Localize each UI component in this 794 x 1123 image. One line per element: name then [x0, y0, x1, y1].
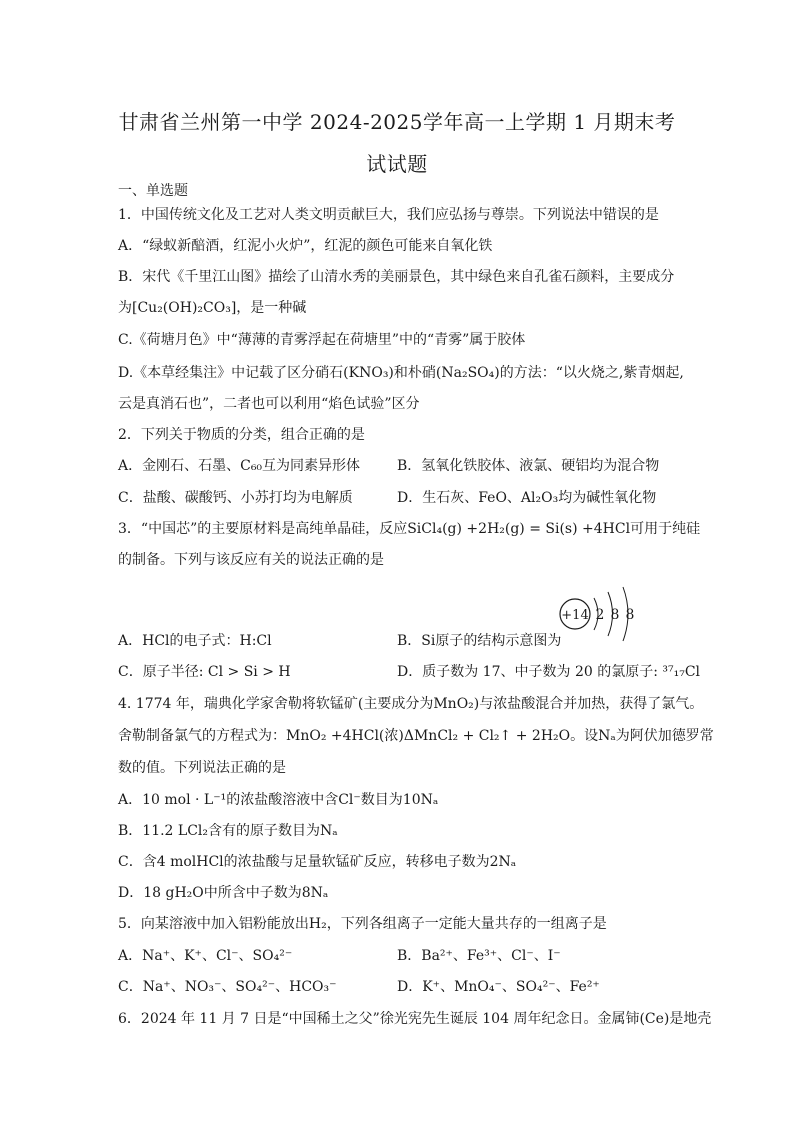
q1-option-a: A．“绿蚁新醅酒，红泥小火炉”，红泥的颜色可能来自氧化铁 — [118, 238, 493, 254]
q2-option-c: C．盐酸、碳酸钙、小苏打均为电解质 — [118, 490, 353, 506]
q6-stem: 6．2024 年 11 月 7 日是“中国稀土之父”徐光宪先生诞辰 104 周年纪念日。金属铈(Ce)是地壳 — [118, 1011, 712, 1027]
q3-stem-line2: 的制备。下列与该反应有关的说法正确的是 — [118, 552, 384, 568]
exam-title-line2: 试试题 — [366, 152, 428, 176]
q4-stem-line2: 舍勒制备氯气的方程式为：MnO₂ +4HCl(浓)ΔMnCl₂ + Cl₂↑ + 2H₂O。设Nₐ为阿伏加德罗常 — [118, 728, 714, 744]
q4-option-c: C．含4 molHCl的浓盐酸与足量软锰矿反应，转移电子数为2Nₐ — [118, 854, 517, 870]
q4-option-d: D．18 gH₂O中所含中子数为8Nₐ — [118, 885, 329, 901]
q3-stem-line1: 3．“中国芯”的主要原材料是高纯单晶硅，反应SiCl₄(g) +2H₂(g) = Si(s) +4HCl可用于纯硅 — [118, 521, 701, 537]
q4-option-a: A．10 mol · L⁻¹的浓盐酸溶液中含Cl⁻数目为10Nₐ — [118, 792, 439, 808]
shell-electrons-1: 2 — [595, 607, 605, 623]
q5-stem: 5．向某溶液中加入铝粉能放出H₂，下列各组离子一定能大量共存的一组离子是 — [118, 916, 607, 932]
q2-stem: 2．下列关于物质的分类，组合正确的是 — [118, 427, 365, 443]
nucleus-charge: +14 — [561, 608, 589, 623]
q1-option-c: C.《荷塘月色》中“薄薄的青雾浮起在荷塘里”中的“青雾”属于胶体 — [118, 332, 526, 348]
atom-diagram-svg — [556, 584, 646, 644]
q3-option-d: D．质子数为 17、中子数为 20 的氯原子: ³⁷₁₇Cl — [397, 664, 701, 680]
q2-option-b: B．氢氧化铁胶体、液氯、硬铝均为混合物 — [397, 458, 660, 474]
q5-option-d: D．K⁺、MnO₄⁻、SO₄²⁻、Fe²⁺ — [397, 979, 600, 995]
q3-option-b: B．Si原子的结构示意图为 — [397, 633, 562, 649]
q1-stem: 1．中国传统文化及工艺对人类文明贡献巨大，我们应弘扬与尊崇。下列说法中错误的是 — [118, 207, 659, 223]
q5-option-c: C．Na⁺、NO₃⁻、SO₄²⁻、HCO₃⁻ — [118, 979, 337, 995]
q1-option-b-line2: 为[Cu₂(OH)₂CO₃]，是一种碱 — [118, 300, 307, 316]
q1-option-d-line2: 云是真消石也”，二者也可以利用“焰色试验”区分 — [118, 396, 420, 412]
q4-stem-line3: 数的值。下列说法正确的是 — [118, 760, 286, 776]
q5-option-a: A．Na⁺、K⁺、Cl⁻、SO₄²⁻ — [118, 948, 293, 964]
q3-option-c: C．原子半径: Cl > Si > H — [118, 664, 291, 680]
q3-option-a: A．HCl的电子式：H:Cl — [118, 633, 272, 649]
q2-option-d: D．生石灰、FeO、Al₂O₃均为碱性氧化物 — [397, 490, 657, 506]
q4-stem-line1: 4. 1774 年，瑞典化学家舍勒将软锰矿(主要成分为MnO₂)与浓盐酸混合并加热，获得了氯气。 — [118, 696, 704, 712]
si-atom-structure-diagram — [556, 584, 646, 644]
q1-option-d-line1: D.《本草经集注》中记载了区分硝石(KNO₃)和朴硝(Na₂SO₄)的方法：“以火烧之,紫青烟起, — [118, 365, 684, 381]
shell-electrons-3: 8 — [625, 607, 635, 623]
section-heading: 一、单选题 — [118, 183, 188, 199]
exam-title-line1: 甘肃省兰州第一中学 2024-2025学年高一上学期 1 月期末考 — [118, 110, 676, 134]
q2-option-a: A．金刚石、石墨、C₆₀互为同素异形体 — [118, 458, 361, 474]
q4-option-b: B．11.2 LCl₂含有的原子数目为Nₐ — [118, 823, 338, 839]
q5-option-b: B．Ba²⁺、Fe³⁺、Cl⁻、I⁻ — [397, 948, 561, 964]
shell-electrons-2: 8 — [610, 607, 620, 623]
q1-option-b-line1: B．宋代《千里江山图》描绘了山清水秀的美丽景色，其中绿色来自孔雀石颜料，主要成分 — [118, 269, 675, 285]
